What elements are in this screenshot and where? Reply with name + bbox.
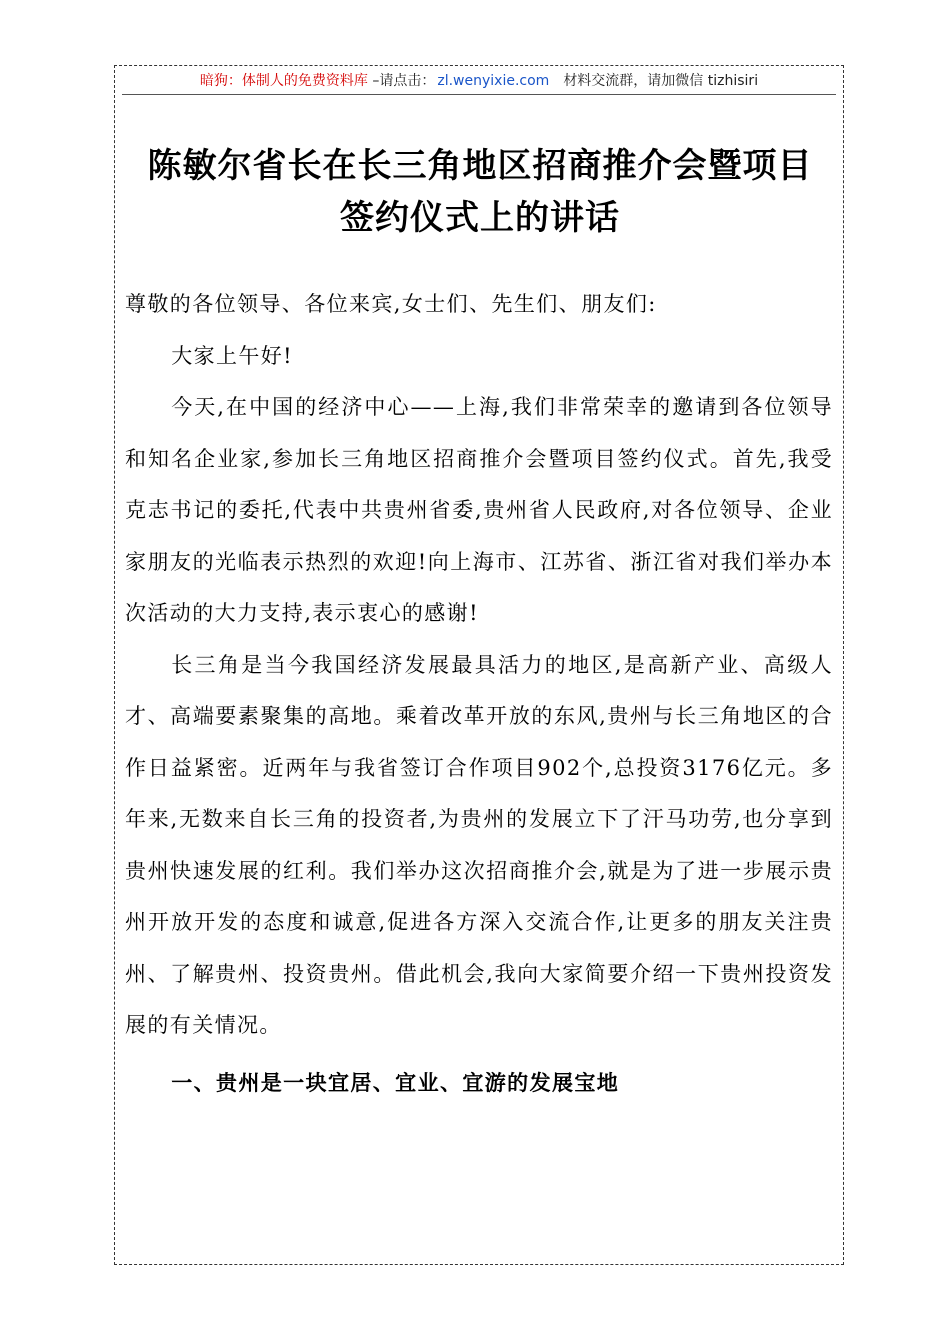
title-line-2: 签约仪式上的讲话 [340, 198, 620, 238]
document-body [125, 279, 833, 1109]
watermark-header [122, 70, 836, 95]
salutation: 尊敬的各位领导、各位来宾,女士们、先生们、朋友们: [125, 292, 657, 316]
title-line-1: 陈敏尔省长在长三角地区招商推介会暨项目 [147, 146, 813, 186]
header-link[interactable]: zl.wenyixie.com [437, 73, 550, 89]
section-heading-1: 一、贵州是一块宜居、宜业、宜游的发展宝地 [171, 1070, 620, 1095]
paragraph-1: 今天,在中国的经济中心——上海,我们非常荣幸的邀请到各位领导和知名企业家,参加长三角地区招商推介会暨项目签约仪式。首先,我受克志书记的委托,代表中共贵州省委,贵州省人民政府,对各位领导、企业家朋友的光临表示热烈的欢迎!向上海市、江苏省、浙江省对我们举办本次活动的大力支持,表示衷心的感谢! [125, 395, 833, 625]
header-note: 材料交流群，请加微信 tizhisiri [563, 73, 759, 89]
header-prompt: –请点击： [367, 73, 436, 89]
paragraph-2: 长三角是当今我国经济发展最具活力的地区,是高新产业、高级人才、高端要素聚集的高地。乘着改革开放的东风,贵州与长三角地区的合作日益紧密。近两年与我省签订合作项目902个,总投资3176亿元。多年来,无数来自长三角的投资者,为贵州的发展立下了汗马功劳,也分享到贵州快速发展的红利。我们举办这次招商推介会,就是为了进一步展示贵州开放开发的态度和诚意,促进各方深入交流合作,让更多的朋友关注贵州、了解贵州、投资贵州。借此机会,我向大家简要介绍一下贵州投资发展的有关情况。 [125, 652, 833, 1037]
document-title [130, 140, 830, 244]
header-brand: 暗狗：体制人的免费资料库 [199, 73, 368, 89]
greeting: 大家上午好! [171, 343, 294, 368]
